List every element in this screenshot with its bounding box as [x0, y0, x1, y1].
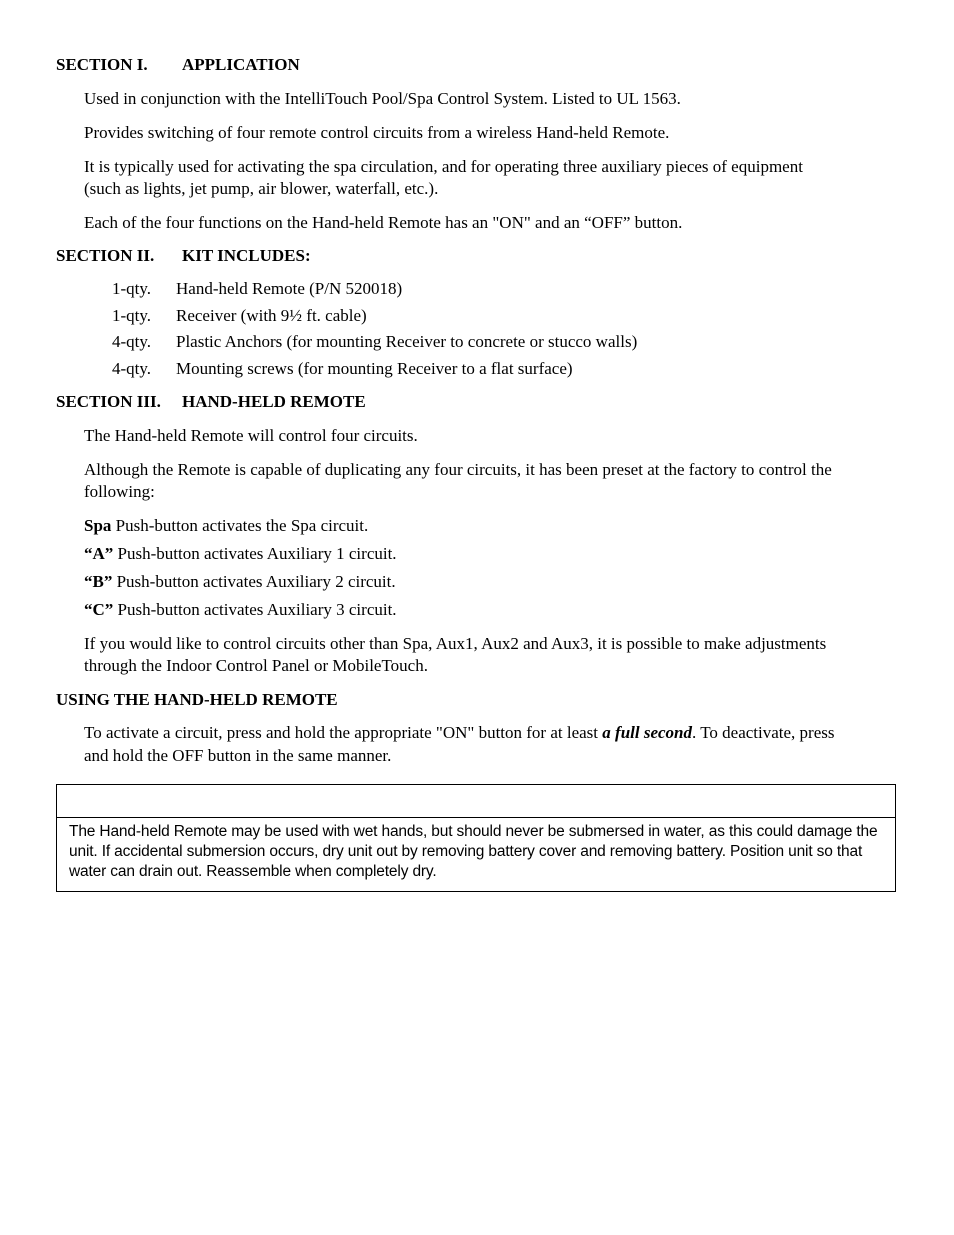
kit-item: Mounting screws (for mounting Receiver to a flat surface) [176, 359, 573, 378]
warning-line: unit. If accidental submersion occurs, dry unit out by removing battery cover and removing battery. Position unit so that [69, 843, 863, 860]
kit-item: Receiver (with 9½ ft. cable) [176, 306, 367, 325]
button-description [84, 571, 396, 593]
button-text: Push-button activates the Spa circuit. [111, 516, 369, 535]
warning-box [56, 784, 896, 892]
paragraph-line: (such as lights, jet pump, air blower, waterfall, etc.). [84, 179, 439, 198]
button-text: Push-button activates Auxiliary 1 circuit. [113, 544, 397, 563]
warning-header [57, 785, 895, 818]
paragraph: Used in conjunction with the IntelliTouch Pool/Spa Control System. Listed to UL 1563. [84, 89, 681, 108]
paragraph: Provides switching of four remote control circuits from a wireless Hand-held Remote. [84, 123, 670, 142]
kit-qty: 4-qty. [112, 359, 152, 378]
section-title: APPLICATION [182, 55, 300, 74]
button-description [84, 543, 397, 565]
paragraph-line: and hold the OFF button in the same manner. [84, 746, 392, 765]
paragraph-line: Although the Remote is capable of duplicating any four circuits, it has been preset at the factory to control the [84, 460, 832, 479]
section-3-heading [56, 391, 366, 413]
warning-text [69, 822, 887, 882]
button-text: Push-button activates Auxiliary 3 circuit. [113, 600, 397, 619]
section-number: SECTION III. [56, 392, 161, 411]
emphasis: a full second [602, 723, 693, 742]
kit-qty: 4-qty. [112, 332, 152, 351]
button-description [84, 515, 368, 537]
kit-qty: 1-qty. [112, 279, 152, 298]
button-text: Push-button activates Auxiliary 2 circuit. [112, 572, 396, 591]
paragraph: Each of the four functions on the Hand-held Remote has an "ON" and an “OFF” button. [84, 213, 683, 232]
button-key: “B” [84, 572, 113, 591]
kit-item: Hand-held Remote (P/N 520018) [176, 279, 403, 298]
paragraph-line [84, 722, 835, 744]
button-key: “C” [84, 600, 114, 619]
paragraph: The Hand-held Remote will control four circuits. [84, 426, 418, 445]
button-key: Spa [84, 516, 112, 535]
warning-line: The Hand-held Remote may be used with wet hands, but should never be submersed in water, as this could damage the [69, 823, 878, 840]
paragraph-line: If you would like to control circuits other than Spa, Aux1, Aux2 and Aux3, it is possible to make adjustments [84, 634, 827, 653]
section-1-heading [56, 54, 300, 76]
using-text: . To deactivate, press [692, 723, 835, 742]
using-text: To activate a circuit, press and hold the appropriate "ON" button for at least [84, 723, 603, 742]
paragraph-line: It is typically used for activating the spa circulation, and for operating three auxiliary pieces of equipment [84, 157, 803, 176]
using-heading: USING THE HAND-HELD REMOTE [56, 690, 338, 709]
section-number: SECTION I. [56, 55, 148, 74]
paragraph-line: through the Indoor Control Panel or MobileTouch. [84, 656, 428, 675]
kit-item: Plastic Anchors (for mounting Receiver to concrete or stucco walls) [176, 332, 638, 351]
section-number: SECTION II. [56, 246, 155, 265]
warning-line: water can drain out. Reassemble when completely dry. [69, 863, 437, 880]
section-title: KIT INCLUDES: [182, 246, 311, 265]
section-title: HAND-HELD REMOTE [182, 392, 366, 411]
kit-qty: 1-qty. [112, 306, 152, 325]
section-2-heading [56, 245, 311, 267]
button-description [84, 599, 397, 621]
button-key: “A” [84, 544, 114, 563]
paragraph-line: following: [84, 482, 155, 501]
